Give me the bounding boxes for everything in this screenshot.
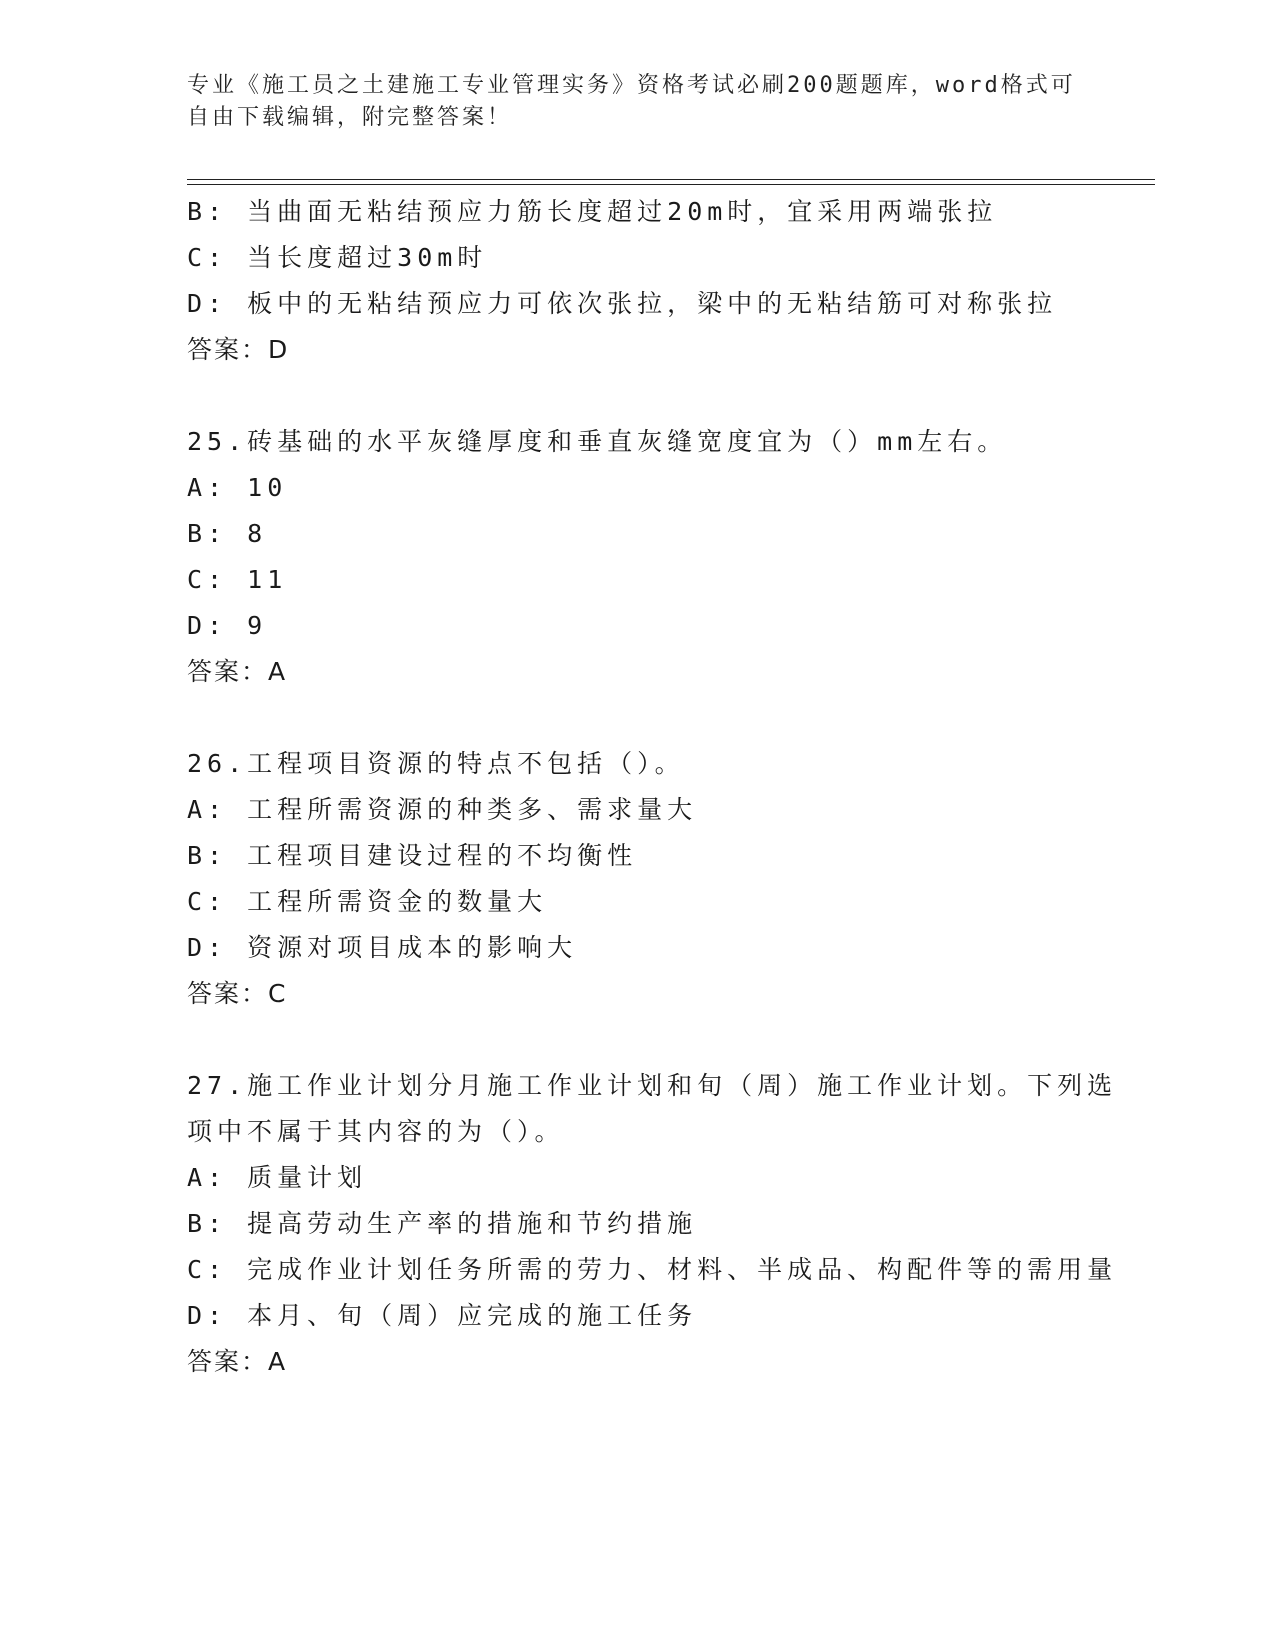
document-header <box>187 70 1087 134</box>
question-24 <box>187 189 1107 373</box>
header-rule-bottom <box>187 184 1155 185</box>
option-a: A: 工程所需资源的种类多、需求量大 <box>187 795 698 824</box>
option-c: C: 完成作业计划任务所需的劳力、材料、半成品、构配件等的需用量 <box>187 1255 1118 1284</box>
question-26 <box>187 741 1107 1017</box>
question-list <box>187 189 1118 1385</box>
option-a: A: 10 <box>187 473 288 502</box>
option-d: D: 9 <box>187 611 268 640</box>
question-stem: 26.工程项目资源的特点不包括（）。 <box>187 749 685 778</box>
option-c: C: 工程所需资金的数量大 <box>187 887 548 916</box>
question-stem-line-1: 27.施工作业计划分月施工作业计划和旬（周）施工作业计划。下列选 <box>187 1071 1118 1100</box>
answer-line: 答案：A <box>187 1347 288 1376</box>
option-d: D: 板中的无粘结预应力可依次张拉，梁中的无粘结筋可对称张拉 <box>187 289 1058 318</box>
option-b: B: 提高劳动生产率的措施和节约措施 <box>187 1209 698 1238</box>
option-b: B: 8 <box>187 519 268 548</box>
option-b: B: 当曲面无粘结预应力筋长度超过20m时，宜采用两端张拉 <box>187 197 998 226</box>
option-a: A: 质量计划 <box>187 1163 368 1192</box>
option-c: C: 当长度超过30m时 <box>187 243 488 272</box>
option-c: C: 11 <box>187 565 288 594</box>
answer-line: 答案：C <box>187 979 288 1008</box>
spacer <box>187 1017 1107 1063</box>
header-line-2: 自由下载编辑，附完整答案！ <box>187 105 513 130</box>
header-line-1: 专业《施工员之土建施工专业管理实务》资格考试必刷200题题库，word格式可 <box>187 73 1076 98</box>
spacer <box>187 695 1107 741</box>
spacer <box>187 373 1107 419</box>
option-b: B: 工程项目建设过程的不均衡性 <box>187 841 638 870</box>
answer-line: 答案：A <box>187 657 288 686</box>
option-d: D: 资源对项目成本的影响大 <box>187 933 578 962</box>
question-stem: 25.砖基础的水平灰缝厚度和垂直灰缝宽度宜为（）mm左右。 <box>187 427 1008 456</box>
question-stem-line-2: 项中不属于其内容的为（）。 <box>187 1117 565 1146</box>
header-rule-top <box>187 179 1155 180</box>
question-25 <box>187 419 1107 695</box>
option-d: D: 本月、旬（周）应完成的施工任务 <box>187 1301 698 1330</box>
question-27 <box>187 1063 1118 1385</box>
answer-line: 答案：D <box>187 335 290 364</box>
